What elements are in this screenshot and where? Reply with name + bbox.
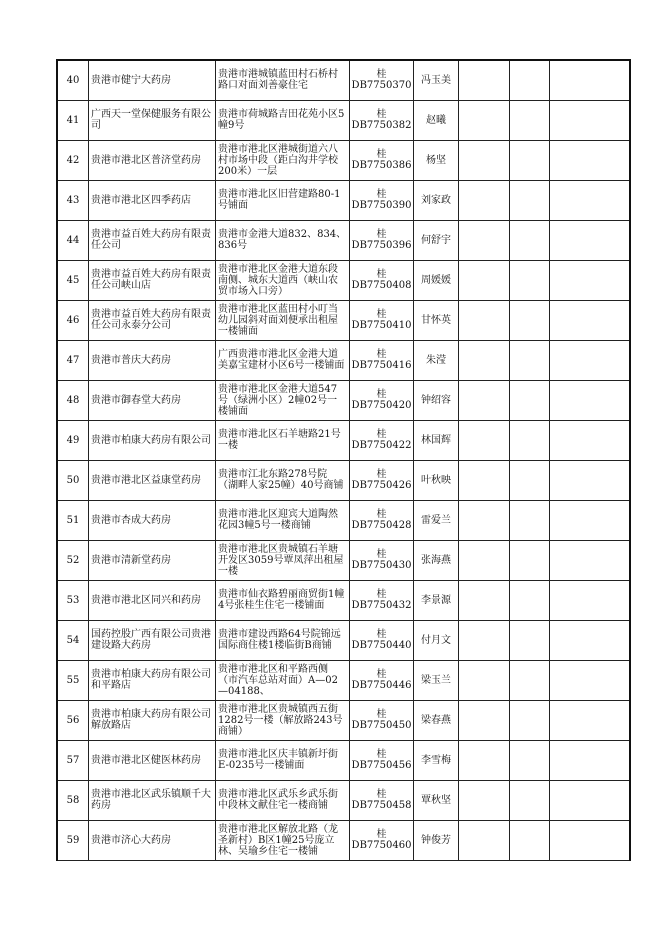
row-number-cell[interactable]: 56 [57, 700, 89, 740]
pharmacy-name-cell[interactable]: 贵港市杏成大药房 [89, 500, 216, 540]
row-number-cell[interactable]: 49 [57, 420, 89, 460]
pharmacy-name-cell[interactable]: 贵港市清新堂药房 [89, 540, 216, 580]
empty-cell[interactable] [550, 260, 631, 300]
empty-cell[interactable] [459, 260, 510, 300]
license-code-cell[interactable]: 桂DB7750420 [350, 380, 414, 420]
address-cell[interactable]: 贵港市仙衣路碧丽商贸街1幢4号张桂生住宅一楼铺面 [216, 580, 350, 620]
person-in-charge-cell[interactable]: 甘怀英 [414, 300, 459, 340]
empty-cell[interactable] [550, 460, 631, 500]
empty-cell[interactable] [510, 580, 550, 620]
empty-cell[interactable] [550, 140, 631, 180]
pharmacy-name-cell[interactable]: 广西天一堂保健服务有限公司 [89, 100, 216, 140]
license-code-cell[interactable]: 桂DB7750458 [350, 780, 414, 820]
table-row [57, 540, 630, 580]
empty-cell[interactable] [510, 700, 550, 740]
person-in-charge-cell[interactable]: 周媛媛 [414, 260, 459, 300]
empty-cell[interactable] [550, 220, 631, 260]
empty-cell[interactable] [459, 460, 510, 500]
person-in-charge-cell[interactable]: 梁春燕 [414, 700, 459, 740]
row-number-cell[interactable]: 44 [57, 220, 89, 260]
person-in-charge-cell[interactable]: 梁玉兰 [414, 660, 459, 700]
address-cell[interactable]: 贵港市港北区迎宾大道陶然花园3幢5号一楼商铺 [216, 500, 350, 540]
license-code-cell[interactable]: 桂DB7750370 [350, 60, 414, 100]
table-row [57, 140, 630, 180]
person-in-charge-cell[interactable]: 李雪梅 [414, 740, 459, 780]
empty-cell[interactable] [459, 60, 510, 100]
empty-cell[interactable] [550, 420, 631, 460]
row-number-cell[interactable]: 55 [57, 660, 89, 700]
empty-cell[interactable] [510, 220, 550, 260]
empty-cell[interactable] [459, 500, 510, 540]
empty-cell[interactable] [550, 500, 631, 540]
pharmacy-name-cell[interactable]: 贵港市港北区同兴和药房 [89, 580, 216, 620]
empty-cell[interactable] [459, 340, 510, 380]
row-number-cell[interactable]: 41 [57, 100, 89, 140]
empty-cell[interactable] [459, 180, 510, 220]
row-number-cell[interactable]: 51 [57, 500, 89, 540]
row-number-cell[interactable]: 50 [57, 460, 89, 500]
empty-cell[interactable] [550, 740, 631, 780]
empty-cell[interactable] [510, 780, 550, 820]
row-number-cell[interactable]: 48 [57, 380, 89, 420]
table-row [57, 100, 630, 140]
empty-cell[interactable] [510, 340, 550, 380]
table-row [57, 500, 630, 540]
empty-cell[interactable] [510, 500, 550, 540]
person-in-charge-cell[interactable]: 赵曦 [414, 100, 459, 140]
row-number-cell[interactable]: 45 [57, 260, 89, 300]
empty-cell[interactable] [510, 540, 550, 580]
table-row [57, 340, 630, 380]
pharmacy-table [56, 59, 631, 861]
spreadsheet-sheet [56, 59, 616, 861]
address-cell[interactable]: 贵港市港北区武乐乡武乐街中段林文献住宅一楼商铺 [216, 780, 350, 820]
address-cell[interactable]: 贵港市港北区和平路西侧（市汽车总站对面）A—02—04188、 [216, 660, 350, 700]
row-number-cell[interactable]: 58 [57, 780, 89, 820]
empty-cell[interactable] [550, 580, 631, 620]
empty-cell[interactable] [459, 380, 510, 420]
pharmacy-name-cell[interactable]: 贵港市柏康大药房有限公司 [89, 420, 216, 460]
row-number-cell[interactable]: 43 [57, 180, 89, 220]
address-cell[interactable]: 贵港市金港大道832、834、836号 [216, 220, 350, 260]
empty-cell[interactable] [550, 660, 631, 700]
empty-cell[interactable] [459, 700, 510, 740]
empty-cell[interactable] [510, 260, 550, 300]
address-cell[interactable]: 贵港市港北区解放北路（龙圣新村）B区1幢25号庞立林、吴瑜乡住宅一楼铺 [216, 820, 350, 860]
empty-cell[interactable] [510, 180, 550, 220]
table-row [57, 300, 630, 340]
pharmacy-name-cell[interactable]: 贵港市柏康大药房有限公司和平路店 [89, 660, 216, 700]
license-code-cell[interactable]: 桂DB7750432 [350, 580, 414, 620]
license-code-cell[interactable]: 桂DB7750446 [350, 660, 414, 700]
empty-cell[interactable] [459, 620, 510, 660]
empty-cell[interactable] [510, 300, 550, 340]
empty-cell[interactable] [550, 300, 631, 340]
empty-cell[interactable] [459, 580, 510, 620]
empty-cell[interactable] [459, 100, 510, 140]
pharmacy-name-cell[interactable]: 贵港市港北区健医林药房 [89, 740, 216, 780]
row-number-cell[interactable]: 42 [57, 140, 89, 180]
pharmacy-name-cell[interactable]: 贵港市港北区普济堂药房 [89, 140, 216, 180]
empty-cell[interactable] [550, 180, 631, 220]
row-number-cell[interactable]: 47 [57, 340, 89, 380]
license-code-cell[interactable]: 桂DB7750408 [350, 260, 414, 300]
empty-cell[interactable] [459, 220, 510, 260]
person-in-charge-cell[interactable]: 何舒宇 [414, 220, 459, 260]
person-in-charge-cell[interactable]: 覃秋坚 [414, 780, 459, 820]
empty-cell[interactable] [510, 380, 550, 420]
person-in-charge-cell[interactable]: 杨坚 [414, 140, 459, 180]
empty-cell[interactable] [510, 140, 550, 180]
empty-cell[interactable] [459, 820, 510, 860]
address-cell[interactable]: 贵港市建设西路64号院锦远国际商住楼1楼临街B商铺 [216, 620, 350, 660]
empty-cell[interactable] [510, 420, 550, 460]
address-cell[interactable]: 贵港市港北区庆丰镇新圩街E-0235号一楼铺面 [216, 740, 350, 780]
person-in-charge-cell[interactable]: 雷爱兰 [414, 500, 459, 540]
empty-cell[interactable] [459, 420, 510, 460]
license-code-cell[interactable]: 桂DB7750416 [350, 340, 414, 380]
pharmacy-name-cell[interactable]: 国药控股广西有限公司贵港建设路大药房 [89, 620, 216, 660]
person-in-charge-cell[interactable]: 钟俊芳 [414, 820, 459, 860]
person-in-charge-cell[interactable]: 付月文 [414, 620, 459, 660]
license-code-cell[interactable]: 桂DB7750456 [350, 740, 414, 780]
table-row [57, 60, 630, 100]
address-cell[interactable]: 贵港市江北东路278号院（湖畔人家25幢）40号商铺 [216, 460, 350, 500]
table-row [57, 620, 630, 660]
empty-cell[interactable] [459, 140, 510, 180]
address-cell[interactable]: 贵港市港北区金港大道547号（绿洲小区）2幢02号一楼铺面 [216, 380, 350, 420]
person-in-charge-cell[interactable]: 朱滢 [414, 340, 459, 380]
pharmacy-name-cell[interactable]: 贵港市港北区益康堂药房 [89, 460, 216, 500]
pharmacy-name-cell[interactable]: 贵港市港北区武乐镇顺千大药房 [89, 780, 216, 820]
empty-cell[interactable] [459, 740, 510, 780]
empty-cell[interactable] [550, 820, 631, 860]
row-number-cell[interactable]: 53 [57, 580, 89, 620]
address-cell[interactable]: 贵港市港北区港城街道六八村市场中段（距白沟井学校200米）一层 [216, 140, 350, 180]
empty-cell[interactable] [550, 700, 631, 740]
table-row [57, 220, 630, 260]
row-number-cell[interactable]: 59 [57, 820, 89, 860]
person-in-charge-cell[interactable]: 钟绍容 [414, 380, 459, 420]
pharmacy-name-cell[interactable]: 贵港市普庆大药房 [89, 340, 216, 380]
empty-cell[interactable] [550, 780, 631, 820]
empty-cell[interactable] [550, 60, 631, 100]
table-row [57, 260, 630, 300]
pharmacy-name-cell[interactable]: 贵港市健宁大药房 [89, 60, 216, 100]
address-cell[interactable]: 广西贵港市港北区金港大道美嘉宝建材小区6号一楼铺面 [216, 340, 350, 380]
empty-cell[interactable] [459, 300, 510, 340]
license-code-cell[interactable]: 桂DB7750428 [350, 500, 414, 540]
empty-cell[interactable] [550, 620, 631, 660]
pharmacy-name-cell[interactable]: 贵港市益百姓大药房有限责任公司永泰分公司 [89, 300, 216, 340]
address-cell[interactable]: 贵港市港北区旧营建路80-1号铺面 [216, 180, 350, 220]
empty-cell[interactable] [510, 620, 550, 660]
license-code-cell[interactable]: 桂DB7750390 [350, 180, 414, 220]
address-cell[interactable]: 贵港市港北区贵城镇西五街1282号一楼（解放路243号商铺） [216, 700, 350, 740]
empty-cell[interactable] [510, 740, 550, 780]
row-number-cell[interactable]: 57 [57, 740, 89, 780]
row-number-cell[interactable]: 46 [57, 300, 89, 340]
empty-cell[interactable] [550, 100, 631, 140]
table-row [57, 660, 630, 700]
license-code-cell[interactable]: 桂DB7750460 [350, 820, 414, 860]
table-row [57, 460, 630, 500]
address-cell[interactable]: 贵港市港北区贵城镇石羊塘开发区3059号覃凤萍出租屋一楼 [216, 540, 350, 580]
row-number-cell[interactable]: 40 [57, 60, 89, 100]
license-code-cell[interactable]: 桂DB7750422 [350, 420, 414, 460]
person-in-charge-cell[interactable]: 冯玉美 [414, 60, 459, 100]
address-cell[interactable]: 贵港市荷城路吉田花苑小区5幢9号 [216, 100, 350, 140]
pharmacy-name-cell[interactable]: 贵港市益百姓大药房有限责任公司峡山店 [89, 260, 216, 300]
pharmacy-name-cell[interactable]: 贵港市柏康大药房有限公司解放路店 [89, 700, 216, 740]
pharmacy-name-cell[interactable]: 贵港市御春堂大药房 [89, 380, 216, 420]
empty-cell[interactable] [550, 380, 631, 420]
table-row [57, 380, 630, 420]
row-number-cell[interactable]: 52 [57, 540, 89, 580]
pharmacy-name-cell[interactable]: 贵港市济心大药房 [89, 820, 216, 860]
empty-cell[interactable] [550, 340, 631, 380]
row-number-cell[interactable]: 54 [57, 620, 89, 660]
license-code-cell[interactable]: 桂DB7750450 [350, 700, 414, 740]
pharmacy-name-cell[interactable]: 贵港市港北区四季药店 [89, 180, 216, 220]
table-row [57, 420, 630, 460]
table-row [57, 180, 630, 220]
person-in-charge-cell[interactable]: 林国辉 [414, 420, 459, 460]
table-row [57, 740, 630, 780]
person-in-charge-cell[interactable]: 李景源 [414, 580, 459, 620]
empty-cell[interactable] [510, 820, 550, 860]
license-code-cell[interactable]: 桂DB7750430 [350, 540, 414, 580]
empty-cell[interactable] [459, 780, 510, 820]
empty-cell[interactable] [510, 660, 550, 700]
empty-cell[interactable] [550, 540, 631, 580]
empty-cell[interactable] [459, 540, 510, 580]
pharmacy-name-cell[interactable]: 贵港市益百姓大药房有限责任公司 [89, 220, 216, 260]
license-code-cell[interactable]: 桂DB7750386 [350, 140, 414, 180]
license-code-cell[interactable]: 桂DB7750410 [350, 300, 414, 340]
empty-cell[interactable] [459, 660, 510, 700]
table-row [57, 820, 630, 860]
license-code-cell[interactable]: 桂DB7750426 [350, 460, 414, 500]
empty-cell[interactable] [510, 100, 550, 140]
person-in-charge-cell[interactable]: 张海燕 [414, 540, 459, 580]
address-cell[interactable]: 贵港市港北区蓝田村小叮当幼儿园斜对面刘便承出租屋一楼铺面 [216, 300, 350, 340]
table-row [57, 700, 630, 740]
table-row [57, 780, 630, 820]
address-cell[interactable]: 贵港市港北区金港大道东段南侧、城东大道西（峡山农贸市场入口旁） [216, 260, 350, 300]
address-cell[interactable]: 贵港市港城镇蓝田村石桥村路口对面刘善豪住宅 [216, 60, 350, 100]
license-code-cell[interactable]: 桂DB7750382 [350, 100, 414, 140]
empty-cell[interactable] [510, 60, 550, 100]
empty-cell[interactable] [510, 460, 550, 500]
person-in-charge-cell[interactable]: 叶秋映 [414, 460, 459, 500]
table-row [57, 580, 630, 620]
address-cell[interactable]: 贵港市港北区石羊塘路21号一楼 [216, 420, 350, 460]
person-in-charge-cell[interactable]: 刘家政 [414, 180, 459, 220]
license-code-cell[interactable]: 桂DB7750440 [350, 620, 414, 660]
license-code-cell[interactable]: 桂DB7750396 [350, 220, 414, 260]
